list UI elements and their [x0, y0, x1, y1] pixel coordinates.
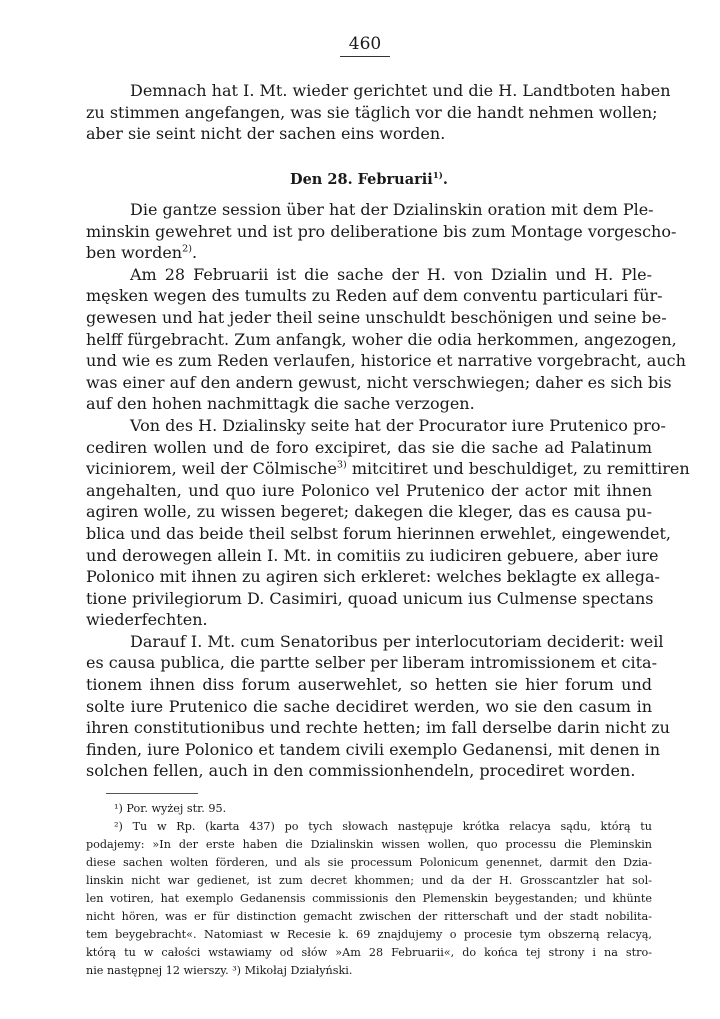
main-text [86, 199, 690, 782]
text-line: cediren wollen und de foro excipiret, das sie die sache ad Palatinum [86, 437, 652, 457]
text-line: helff fürgebracht. Zum anfangk, woher die odia herkommen, angezogen, [86, 329, 677, 349]
footnote-ref: 2) [182, 243, 192, 255]
footnote-line: którą tu w całości wstawiamy od słów »Am 28 Februarii«, do końca tej strony i na stro- [86, 946, 652, 959]
text-fragment: . [191, 243, 198, 263]
footnote-line: nie następnej 12 wierszy. ³) Mikołaj Działyński. [86, 964, 353, 977]
text-line: Demnach hat I. Mt. wieder gerichtet und die H. Landtboten haben [130, 81, 671, 100]
text-line: finden, iure Polonico et tandem civili exemplo Gedanensi, mit denen in [86, 739, 661, 759]
text-line [86, 242, 652, 264]
section-heading-block [86, 167, 652, 193]
text-fragment: ben worden [86, 243, 183, 263]
text-line: wiederfechten. [86, 610, 208, 630]
footnote-ref: 3) [336, 459, 347, 471]
heading-period: . [442, 171, 448, 188]
text-line [86, 458, 690, 480]
footnotes [86, 800, 652, 980]
text-line: agiren wolle, zu wissen begeret; dakegen die kleger, das es causa pu- [86, 502, 652, 522]
page-number: 460 [340, 34, 390, 57]
text-line: und derowegen allein I. Mt. in comitiis zu iudiciren gebuere, aber iure [86, 545, 659, 565]
footnote-line: linskin nicht war gedienet, ist zum decret khommen; und da der H. Grosscantzler hat sol- [86, 874, 652, 887]
text-line: solte iure Prutenico die sache decidiret werden, wo sie den casum in [86, 696, 652, 716]
footnote-line: ¹) Por. wyżej str. 95. [114, 802, 227, 815]
text-fragment: viciniorem, weil der Cölmische [86, 459, 337, 479]
text-line: solchen fellen, auch in den commissionhendeln, procediret worden. [86, 761, 636, 781]
text-line: aber sie seint nicht der sachen eins worden. [86, 124, 446, 144]
text-line: Polonico mit ihnen zu agiren sich erkleret: welches beklagte ex allega- [86, 567, 660, 587]
text-line: was einer auf den andern gewust, nicht verschwiegen; daher es sich bis [86, 372, 672, 392]
section-heading [86, 167, 652, 193]
footnote-line: nicht hören, was er für distinction gemacht zwischen der ritterschaft und der stadt nobilita- [86, 910, 652, 923]
text-line: ihren constitutionibus und rechte hetten; im fall derselbe darin nicht zu [86, 718, 670, 738]
footnote-divider [106, 793, 198, 794]
text-line: tionem ihnen diss forum auserwehlet, so hetten sie hier forum und [86, 675, 652, 695]
text-line: es causa publica, die partte selber per liberam intromissionem et cita- [86, 653, 657, 673]
text-line: Am 28 Februarii ist die sache der H. von Dzialin und H. Ple- [130, 264, 652, 284]
heading-text: Den 28. Februarii [290, 171, 433, 188]
text-line: tione privilegiorum D. Casimiri, quoad unicum ius Culmense spectans [86, 588, 654, 608]
text-line: męsken wegen des tumults zu Reden auf dem conventu particulari für- [86, 286, 663, 306]
text-fragment: mitcitiret und beschuldiget, zu remittiren [346, 459, 690, 479]
main-text [86, 80, 671, 145]
text-line: auf den hohen nachmittagk die sache verzogen. [86, 394, 475, 414]
text-line: Von des H. Dzialinsky seite hat der Procurator iure Prutenico pro- [130, 415, 666, 435]
footnote-line: ²) Tu w Rp. (karta 437) po tych słowach następuje krótka relacya sądu, którą tu [114, 820, 652, 833]
footnote-line: tem beygebracht«. Natomiast w Recesie k. 69 znajdujemy o procesie tym obszerną relacyą, [86, 928, 652, 941]
text-line: Die gantze session über hat der Dzialinskin oration mit dem Ple- [130, 200, 654, 219]
text-line: gewesen und hat jeder theil seine unschuldt beschönigen und seine be- [86, 307, 667, 327]
footnote-ref: 1) [432, 171, 443, 182]
text-line: und wie es zum Reden verlaufen, historice et narrative vorgebracht, auch [86, 351, 686, 371]
footnote-line: len votiren, hat exemplo Gedanensis commissionis den Plemenskin beygestanden; und khünte [86, 892, 652, 905]
text-line: blica und das beide theil selbst forum hierinnen erwehlet, eingewendet, [86, 523, 671, 543]
footnote-line: diese sachen wolten förderen, und als sie processum Polonicum genennet, darmit den Dzia- [86, 856, 652, 869]
text-line: zu stimmen angefangen, was sie täglich vor die handt nehmen wollen; [86, 102, 658, 122]
text-line: minskin gewehret und ist pro deliberatione bis zum Montage vorgescho- [86, 221, 677, 241]
text-line: Darauf I. Mt. cum Senatoribus per interlocutoriam deciderit: weil [130, 631, 664, 651]
text-line: angehalten, und quo iure Polonico vel Prutenico der actor mit ihnen [86, 480, 652, 500]
footnote-line: podajemy: »In der erste haben die Dzialinskin wissen wollen, quo processu die Pleminskin [86, 838, 652, 851]
